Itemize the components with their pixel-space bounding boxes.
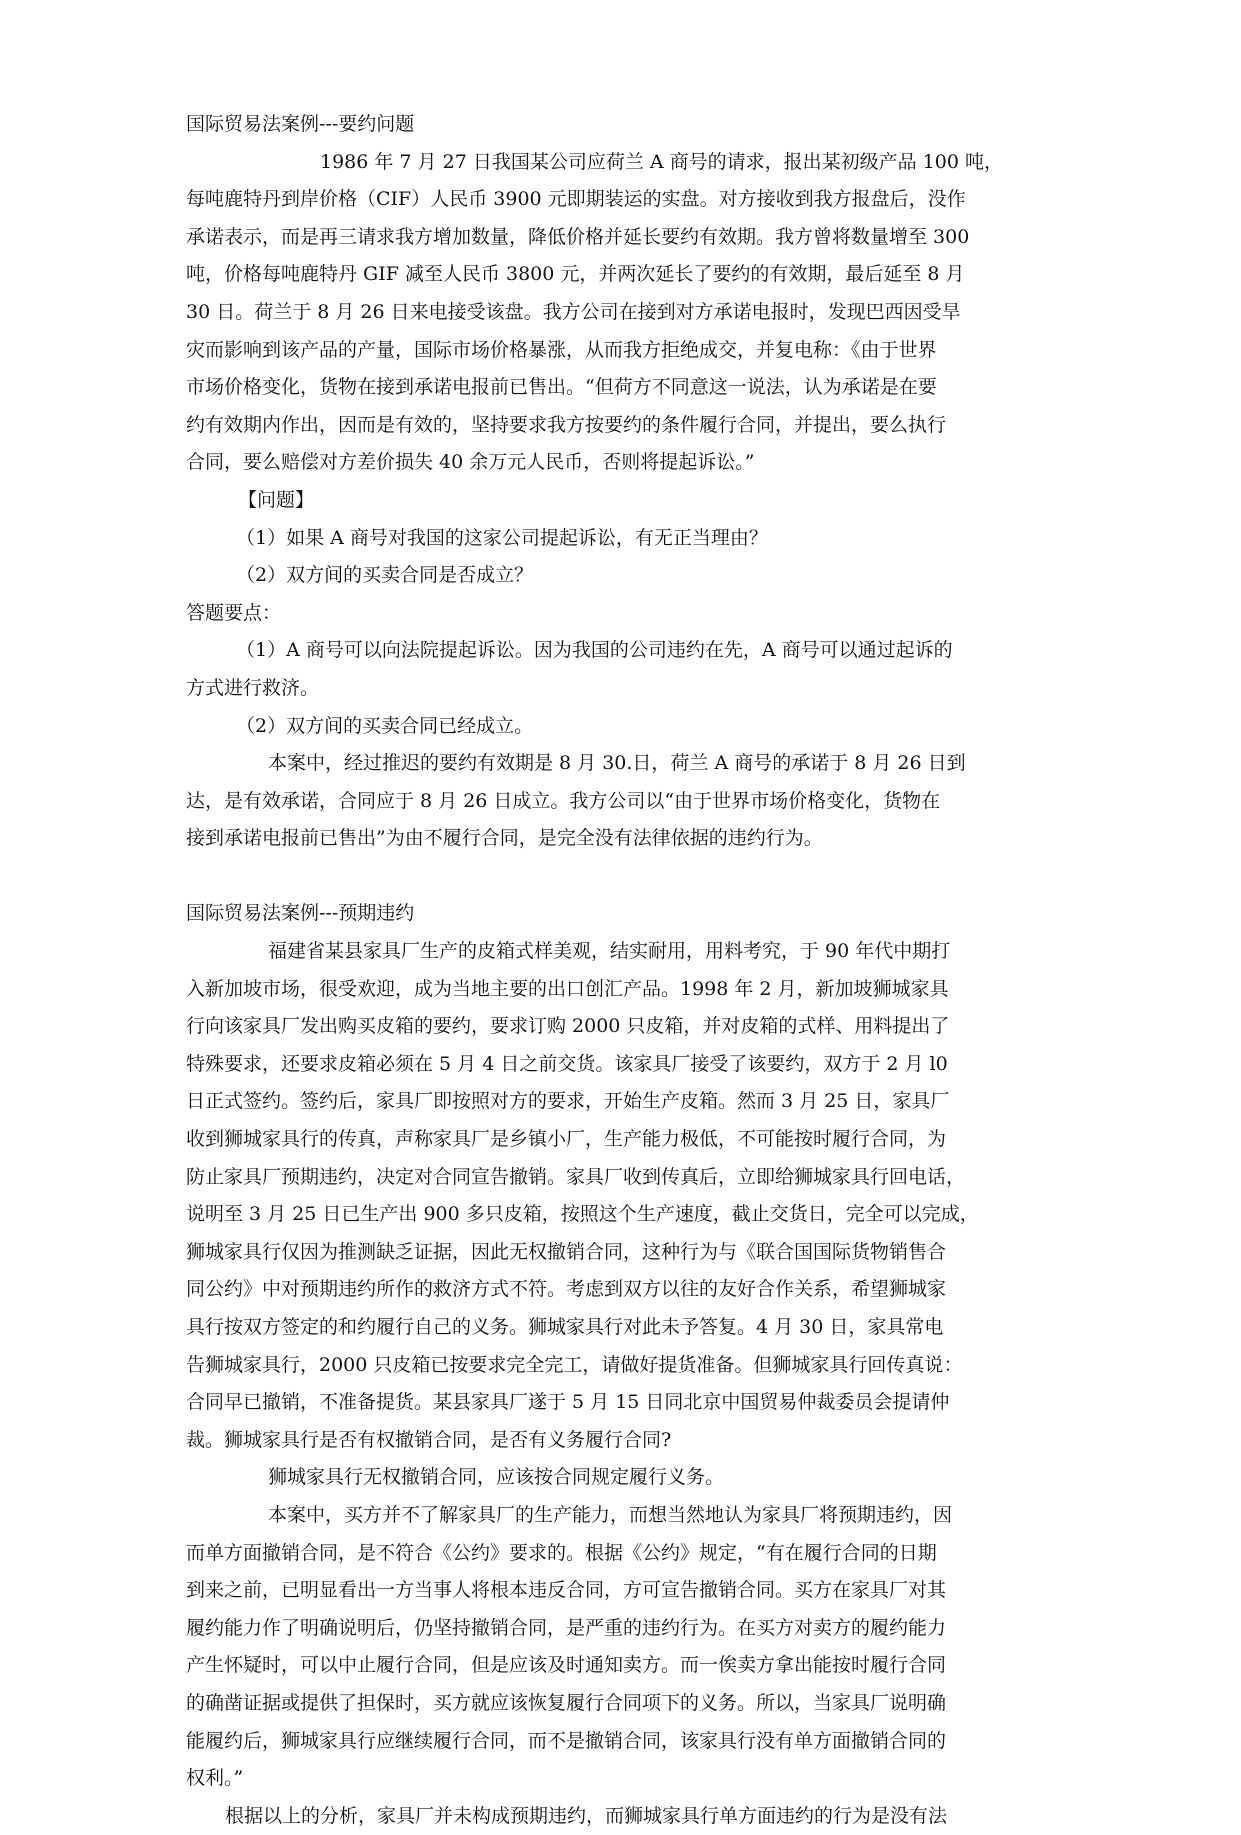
case1-analysis-line: 接到承诺电报前已售出”为由不履行合同，是完全没有法律依据的违约行为。 [186,827,823,850]
case2-line: 裁。狮城家具行是否有权撤销合同，是否有义务履行合同? [186,1428,672,1451]
case2-answer: 狮城家具行无权撤销合同，应该按合同规定履行义务。 [268,1466,725,1489]
case2-line: 合同早已撤销，不准备提货。某县家具厂遂于 5 月 15 日同北京中国贸易仲裁委员会提请仲 [186,1391,950,1414]
case1-analysis-line: 达，是有效承诺，合同应于 8 月 26 日成立。我方公司以“由于世界市场价格变化，货物在 [186,789,941,812]
case1-title: 国际贸易法案例---要约问题 [186,113,415,135]
answer-item: （1）A 商号可以向法院提起诉讼。因为我国的公司违约在先，A 商号可以通过起诉的 [236,639,953,662]
case1-line: 灾而影响到该产品的产量，国际市场价格暴涨，从而我方拒绝成交，并复电称：《由于世界 [186,338,937,361]
case2-line: 告狮城家具行，2000 只皮箱已按要求完全完工，请做好提货准备。但狮城家具行回传真说： [186,1353,963,1376]
case2-analysis-line: 权利。” [186,1767,244,1790]
case2-line: 特殊要求，还要求皮箱必须在 5 月 4 日之前交货。该家具厂接受了该要约，双方于 2 月 l0 [186,1052,948,1075]
case2-line: 收到狮城家具行的传真，声称家具厂是乡镇小厂，生产能力极低，不可能按时履行合同，为 [186,1128,947,1151]
case2-conclusion: 根据以上的分析，家具厂并未构成预期违约，而狮城家具行单方面违约的行为是没有法 [225,1804,948,1827]
case2-line: 日正式签约。签约后，家具厂即按照对方的要求，开始生产皮箱。然而 3 月 25 日，家具厂 [186,1090,950,1113]
question-item: （1）如果 A 商号对我国的这家公司提起诉讼，有无正当理由？ [236,526,768,549]
case2-line: 同公约》中对预期违约所作的救济方式不符。考虑到双方以往的友好合作关系，希望狮城家 [186,1278,947,1301]
case1-line: 合同，要么赔偿对方差价损失 40 余万元人民币，否则将提起诉讼。” [186,451,755,474]
section-gap [186,858,1052,896]
case1-analysis-line: 本案中，经过推迟的要约有效期是 8 月 30.日，荷兰 A 商号的承诺于 8 月 26 日到 [268,752,966,775]
case1-line: 承诺表示，而是再三请求我方增加数量，降低价格并延长要约有效期。我方曾将数量增至 300 [186,225,970,248]
answer-item-continued: 方式进行救济。 [186,676,320,699]
answer-item: （2）双方间的买卖合同已经成立。 [236,714,534,737]
case2-line: 入新加坡市场，很受欢迎，成为当地主要的出口创汇产品。1998 年 2 月，新加坡狮城家具 [186,977,949,1000]
case2-line: 行向该家具厂发出购买皮箱的要约，要求订购 2000 只皮箱，并对皮箱的式样、用料提出了 [186,1015,950,1038]
case2-line: 防止家具厂预期违约，决定对合同宣告撤销。家具厂收到传真后，立即给狮城家具行回电话， [186,1165,966,1188]
case2-analysis-line: 履约能力作了明确说明后，仍坚持撤销合同，是严重的违约行为。在买方对卖方的履约能力 [186,1616,947,1639]
case2-line: 狮城家具行仅因为推测缺乏证据，因此无权撤销合同，这种行为与《联合国国际货物销售合 [186,1240,947,1263]
case2-analysis-line: 本案中，买方并不了解家具厂的生产能力，而想当然地认为家具厂将预期违约，因 [268,1503,953,1526]
case2-analysis-line: 到来之前，已明显看出一方当事人将根本违反合同，方可宣告撤销合同。买方在家具厂对其 [186,1579,947,1602]
case2-line: 说明至 3 月 25 日已生产出 900 多只皮箱，按照这个生产速度，截止交货日，完全可以完成， [186,1203,979,1226]
case2-analysis-line: 产生怀疑时，可以中止履行合同，但是应该及时通知卖方。而一俟卖方拿出能按时履行合同 [186,1654,947,1677]
answer-heading: 答题要点： [186,601,282,624]
case2-line: 具行按双方签定的和约履行自己的义务。狮城家具行对此未予答复。4 月 30 日，家具常电 [186,1316,944,1338]
case1-line: 约有效期内作出，因而是有效的，坚持要求我方按要约的条件履行合同，并提出，要么执行 [186,413,947,436]
case2-title: 国际贸易法案例---预期违约 [186,902,415,925]
case2-line: 福建省某县家具厂生产的皮箱式样美观，结实耐用，用料考究，于 90 年代中期打 [268,940,951,963]
case1-line: 每吨鹿特丹到岸价格（CIF）人民币 3900 元即期装运的实盘。对方接收到我方报盘后，没作 [186,188,966,211]
case1-line: 1986 年 7 月 27 日我国某公司应荷兰 A 商号的请求，报出某初级产品 100 吨， [320,150,1003,173]
case1-line: 30 日。荷兰于 8 月 26 日来电接受该盘。我方公司在接到对方承诺电报时，发现巴西因受旱 [186,300,961,323]
question-heading: 【问题】 [238,488,315,511]
document-body [186,106,1052,1835]
case2-analysis-line: 能履约后，狮城家具行应继续履行合同，而不是撤销合同，该家具行没有单方面撤销合同的 [186,1729,947,1752]
case2-analysis-line: 的确凿证据或提供了担保时，买方就应该恢复履行合同项下的义务。所以，当家具厂说明确 [186,1691,947,1714]
case1-line: 市场价格变化，货物在接到承诺电报前已售出。“但荷方不同意这一说法，认为承诺是在要 [186,376,937,399]
case1-line: 吨，价格每吨鹿特丹 GIF 减至人民币 3800 元，并两次延长了要约的有效期，最后延至 8 月 [186,263,965,286]
question-item: （2）双方间的买卖合同是否成立？ [236,564,534,587]
case2-analysis-line: 而单方面撤销合同，是不符合《公约》要求的。根据《公约》规定，“有在履行合同的日期 [186,1541,937,1564]
